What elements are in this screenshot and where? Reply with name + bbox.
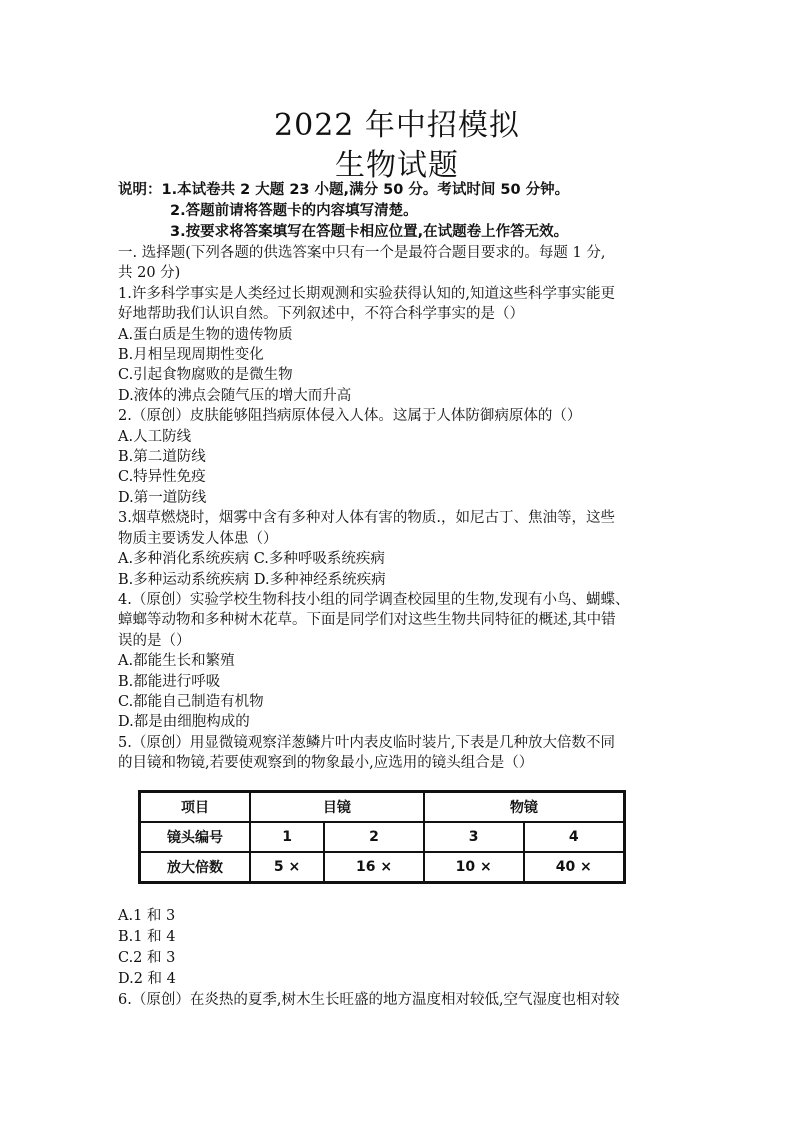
section-heading: 一. 选择题(下列各题的供选答案中只有一个是最符合题目要求的。每题 1 分,: [118, 245, 606, 261]
q5-option-b: B.1 和 4: [118, 929, 176, 945]
q2-option-a: A.人工防线: [118, 428, 192, 445]
q1-stem: 1.许多科学事实是人类经过长期观测和实验获得认知的,知道这些科学事实能更: [118, 285, 615, 302]
table-cell: 1: [250, 822, 324, 852]
q1-option-b: B.月相呈现周期性变化: [118, 347, 264, 364]
q2-option-d: D.第一道防线: [118, 489, 207, 506]
q4-option-d: D.都是由细胞构成的: [118, 714, 250, 731]
q3-options-ac: A.多种消化系统疾病 C.多种呼吸系统疾病: [118, 551, 385, 568]
q3-stem-cont: 物质主要诱发人体患（）: [118, 530, 278, 547]
q4-stem-cont: 蟑螂等动物和多种树木花草。下面是同学们对这些生物共同特征的概述,其中错: [118, 612, 616, 629]
table-cell: 2: [324, 822, 424, 852]
table-header-item: 项目: [140, 792, 251, 823]
table-cell: 40 ×: [524, 852, 625, 883]
table-row: [140, 852, 625, 883]
q3-stem: 3.烟草燃烧时，烟雾中含有多种对人体有害的物质.，如尼古丁、焦油等，这些: [118, 510, 615, 527]
q1-option-c: C.引起食物腐败的是微生物: [118, 367, 293, 384]
q4-stem-cont-2: 误的是（）: [118, 632, 191, 649]
table-row-label: 放大倍数: [140, 852, 251, 883]
q4-stem: 4.（原创）实验学校生物科技小组的同学调查校园里的生物,发现有小鸟、蝴蝶、: [118, 591, 630, 608]
q1-option-d: D.液体的沸点会随气压的增大而升高: [118, 387, 352, 404]
q5-option-a: A.1 和 3: [118, 908, 176, 924]
table-row: [140, 792, 625, 823]
table-row-label: 镜头编号: [140, 822, 251, 852]
table-cell: 5 ×: [250, 852, 324, 883]
exam-subject: 生物试题: [335, 148, 459, 183]
table-cell: 4: [524, 822, 625, 852]
q5-stem: 5.（原创）用显微镜观察洋葱鳞片叶内表皮临时装片,下表是几种放大倍数不同: [118, 734, 615, 751]
q1-stem-cont: 好地帮助我们认识自然。下列叙述中，不符合科学事实的是（）: [118, 306, 524, 323]
instruction-line-3: 3.按要求将答案填写在答题卡相应位置,在试题卷上作答无效。: [170, 224, 569, 240]
instruction-line-1: 说明：1.本试卷共 2 大题 23 小题,满分 50 分。考试时间 50 分钟。: [118, 182, 570, 198]
q2-option-c: C.特异性免疫: [118, 469, 206, 486]
q4-option-a: A.都能生长和繁殖: [118, 653, 235, 670]
table-cell: 16 ×: [324, 852, 424, 883]
instruction-line-2: 2.答题前请将答题卡的内容填写清楚。: [170, 203, 418, 219]
table-cell: 3: [424, 822, 524, 852]
table-header-objective: 物镜: [424, 792, 625, 823]
exam-title: 2022 年中招模拟: [274, 108, 520, 143]
q3-options-bd: B.多种运动系统疾病 D.多种神经系统疾病: [118, 571, 386, 588]
q1-option-a: A.蛋白质是生物的遗传物质: [118, 326, 293, 343]
q4-option-b: B.都能进行呼吸: [118, 673, 221, 690]
instructions: [118, 180, 718, 243]
q2-stem: 2.（原创）皮肤能够阻挡病原体侵入人体。这属于人体防御病原体的（）: [118, 408, 582, 425]
table-cell: 10 ×: [424, 852, 524, 883]
q6-stem: 6.（原创）在炎热的夏季,树木生长旺盛的地方温度相对较低,空气湿度也相对较: [118, 992, 620, 1008]
q5-stem-cont: 的目镜和物镜,若要使观察到的物象最小,应选用的镜头组合是（）: [118, 755, 534, 772]
lens-table: [138, 790, 626, 884]
questions: [118, 243, 678, 774]
q5-option-d: D.2 和 4: [118, 971, 176, 987]
q5-option-c: C.2 和 3: [118, 950, 176, 966]
table-row: [140, 822, 625, 852]
section-heading-cont: 共 20 分): [118, 265, 181, 282]
q5-options: [118, 906, 678, 1011]
table-header-eyepiece: 目镜: [250, 792, 424, 823]
q4-option-c: C.都能自己制造有机物: [118, 693, 264, 710]
q2-option-b: B.第二道防线: [118, 449, 206, 466]
